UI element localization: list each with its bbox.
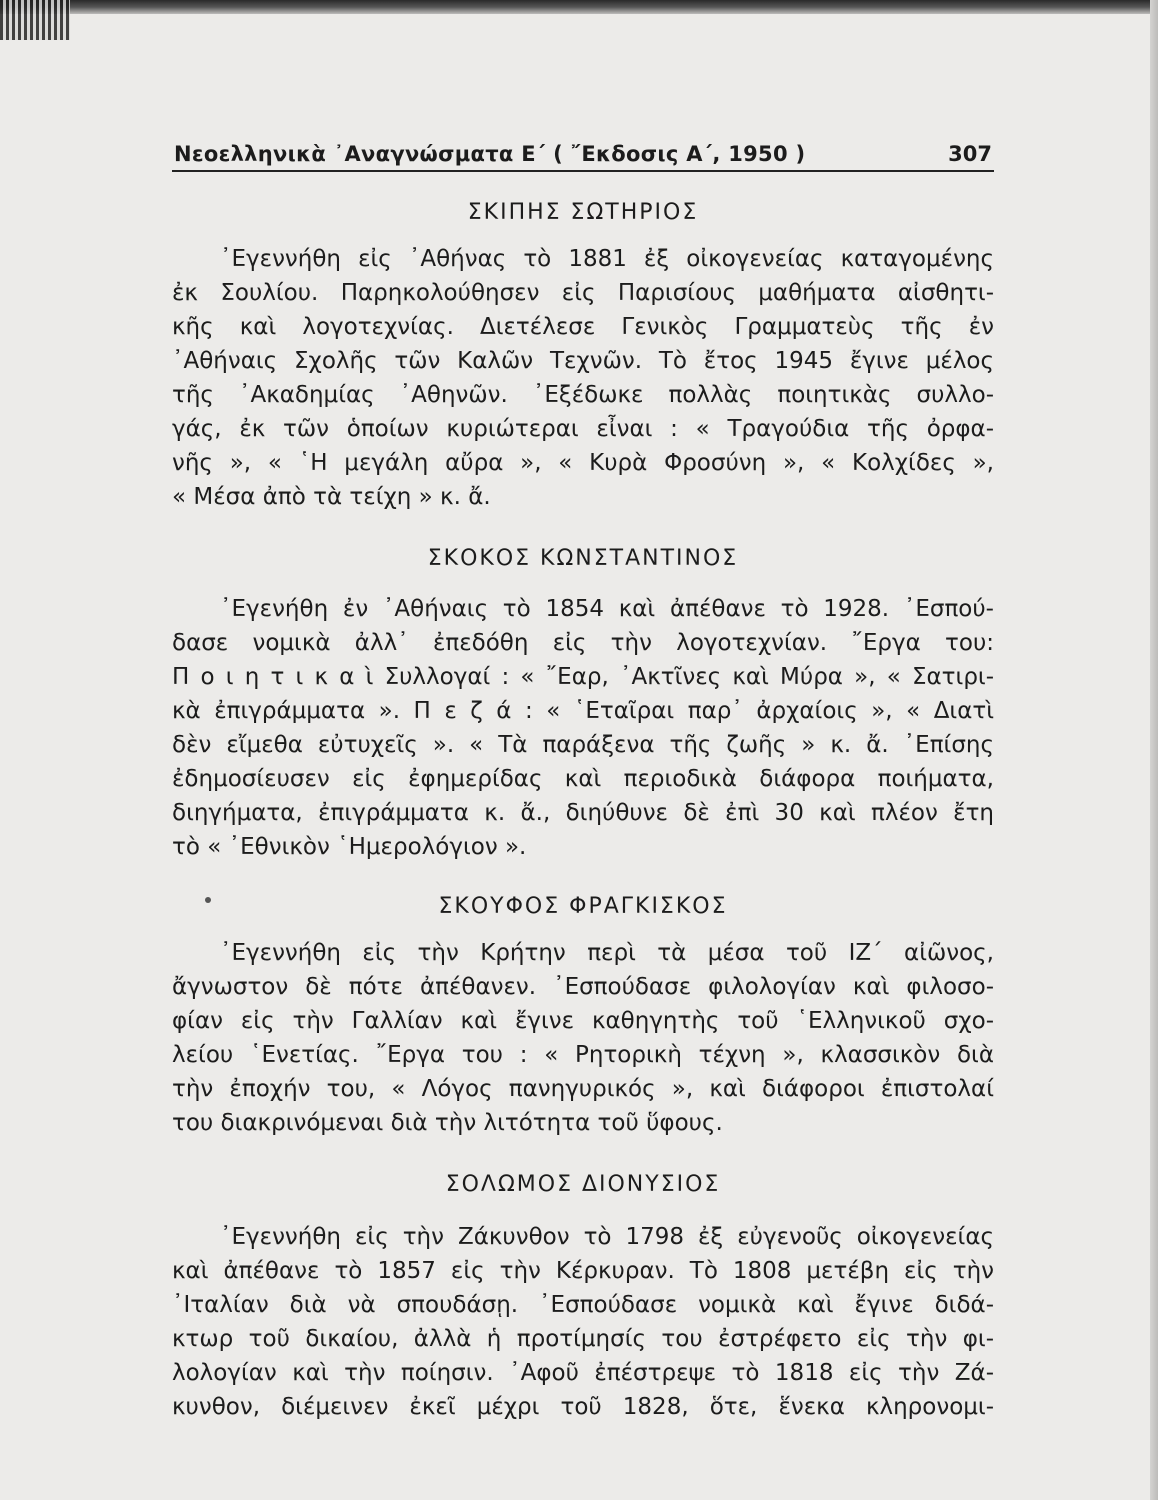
text-line: ᾿Εγεννήθη εἰς ᾿Αθήνας τὸ 1881 ἐξ οἰκογενείας καταγομένης	[220, 246, 994, 272]
text-line: ᾿Αθήναις Σχολῆς τῶν Καλῶν Τεχνῶν. Τὸ ἔτος 1945 ἔγινε μέλος	[172, 348, 994, 374]
text-line: ᾿Ιταλίαν διὰ νὰ σπουδάσῃ. ᾿Εσπούδασε νομικὰ καὶ ἔγινε διδά-	[172, 1292, 994, 1318]
text-line: κὰ ἐπιγράμματα ». Π ε ζ ά : « ῾Εταῖραι παρ᾿ ἀρχαίοις », « Διατὶ	[172, 698, 994, 724]
text-line: ᾿Εγενήθη ἐν ᾿Αθήναις τὸ 1854 καὶ ἀπέθανε τὸ 1928. ᾿Εσπού-	[220, 596, 994, 622]
text-line: διηγήματα, ἐπιγράμματα κ. ἄ., διηύθυνε δὲ ἐπὶ 30 καὶ πλέον ἔτη	[172, 800, 994, 826]
text-line: λείου ῾Ενετίας. ῎Εργα του : « Ρητορικὴ τέχνη », κλασσικὸν διὰ	[172, 1042, 994, 1068]
running-header	[172, 140, 994, 172]
text-line: κυνθον, διέμεινεν ἐκεῖ μέχρι τοῦ 1828, ὅτε, ἕνεκα κληρονομι-	[172, 1394, 994, 1420]
text-line: του διακρινόμεναι διὰ τὴν λιτότητα τοῦ ὕφους.	[172, 1110, 723, 1136]
text-line: καὶ ἀπέθανε τὸ 1857 εἰς τὴν Κέρκυραν. Τὸ 1808 μετέβη εἰς τὴν	[172, 1258, 994, 1284]
text-line: ἐδημοσίευσεν εἰς ἐφημερίδας καὶ περιοδικὰ διάφορα ποιήματα,	[172, 766, 994, 792]
book-title: Νεοελληνικὰ ᾿Αναγνώσματα Ε΄ ( ῎Εκδοσις Α΄, 1950 )	[174, 142, 806, 166]
text-line: νῆς », « ῾Η μεγάλη αὔρα », « Κυρὰ Φροσύνη », « Κολχίδες »,	[172, 450, 994, 476]
text-line: Π ο ι η τ ι κ α ὶ Συλλογαί : « ῎Εαρ, ᾿Ακτῖνες καὶ Μύρα », « Σατιρι-	[172, 664, 994, 690]
text-line: γάς, ἐκ τῶν ὁποίων κυριώτεραι εἶναι : « Τραγούδια τῆς ὀρφα-	[172, 416, 994, 442]
entry-heading: ΣΚΟΚΟΣ ΚΩΝΣΤΑΝΤΙΝΟΣ	[427, 546, 739, 571]
text-line: τῆς ᾿Ακαδημίας ᾿Αθηνῶν. ᾿Εξέδωκε πολλὰς ποιητικὰς συλλο-	[172, 382, 994, 408]
page-top-edge	[0, 0, 1158, 14]
entry-solomos	[172, 1168, 994, 1424]
text-line: δασε νομικὰ ἀλλ᾿ ἐπεδόθη εἰς τὴν λογοτεχνίαν. ῎Εργα του:	[172, 630, 994, 656]
page-number: 307	[948, 142, 992, 166]
entry-skokos	[172, 542, 994, 864]
text-line: κῆς καὶ λογοτεχνίας. Διετέλεσε Γενικὸς Γραμματεὺς τῆς ἐν	[172, 314, 994, 340]
text-line: φίαν εἰς τὴν Γαλλίαν καὶ ἔγινε καθηγητὴς τοῦ ῾Ελληνικοῦ σχο-	[172, 1008, 994, 1034]
binding-edge	[0, 0, 70, 40]
text-line: λολογίαν καὶ τὴν ποίησιν. ᾿Αφοῦ ἐπέστρεψε τὸ 1818 εἰς τὴν Ζά-	[172, 1360, 994, 1386]
text-line: ἐκ Σουλίου. Παρηκολούθησεν εἰς Παρισίους μαθήματα αἰσθητι-	[172, 280, 994, 306]
entry-heading: ΣΚΙΠΗΣ ΣΩΤΗΡΙΟΣ	[467, 200, 699, 225]
entry-paragraph	[172, 592, 994, 864]
entry-paragraph	[172, 936, 994, 1140]
text-line: ᾿Εγεννήθη εἰς τὴν Ζάκυνθον τὸ 1798 ἐξ εὐγενοῦς οἰκογενείας	[220, 1224, 994, 1250]
text-line: τὸ « ᾿Εθνικὸν ῾Ημερολόγιον ».	[172, 834, 527, 860]
text-line: « Μέσα ἀπὸ τὰ τείχη » κ. ἄ.	[172, 484, 491, 510]
entry-skoufos	[172, 890, 994, 1140]
entry-skipis	[172, 196, 994, 514]
entry-paragraph	[172, 242, 994, 514]
text-line: τὴν ἐποχήν του, « Λόγος πανηγυρικός », καὶ διάφοροι ἐπιστολαί	[172, 1076, 994, 1102]
text-line: ᾿Εγεννήθη εἰς τὴν Κρήτην περὶ τὰ μέσα τοῦ ΙΖ΄ αἰῶνος,	[220, 940, 994, 966]
page-right-edge	[1150, 0, 1158, 1500]
text-line: κτωρ τοῦ δικαίου, ἀλλὰ ἡ προτίμησίς του ἐστρέφετο εἰς τὴν φι-	[172, 1326, 994, 1352]
entry-heading: ΣΟΛΩΜΟΣ ΔΙΟΝΥΣΙΟΣ	[445, 1172, 721, 1197]
entry-paragraph	[172, 1220, 994, 1424]
text-line: δὲν εἴμεθα εὐτυχεῖς ». « Τὰ παράξενα τῆς ζωῆς » κ. ἄ. ᾿Επίσης	[172, 732, 994, 758]
text-line: ἄγνωστον δὲ πότε ἀπέθανεν. ᾿Εσπούδασε φιλολογίαν καὶ φιλοσο-	[172, 974, 994, 1000]
entry-heading: ΣΚΟΥΦΟΣ ΦΡΑΓΚΙΣΚΟΣ	[438, 894, 728, 919]
